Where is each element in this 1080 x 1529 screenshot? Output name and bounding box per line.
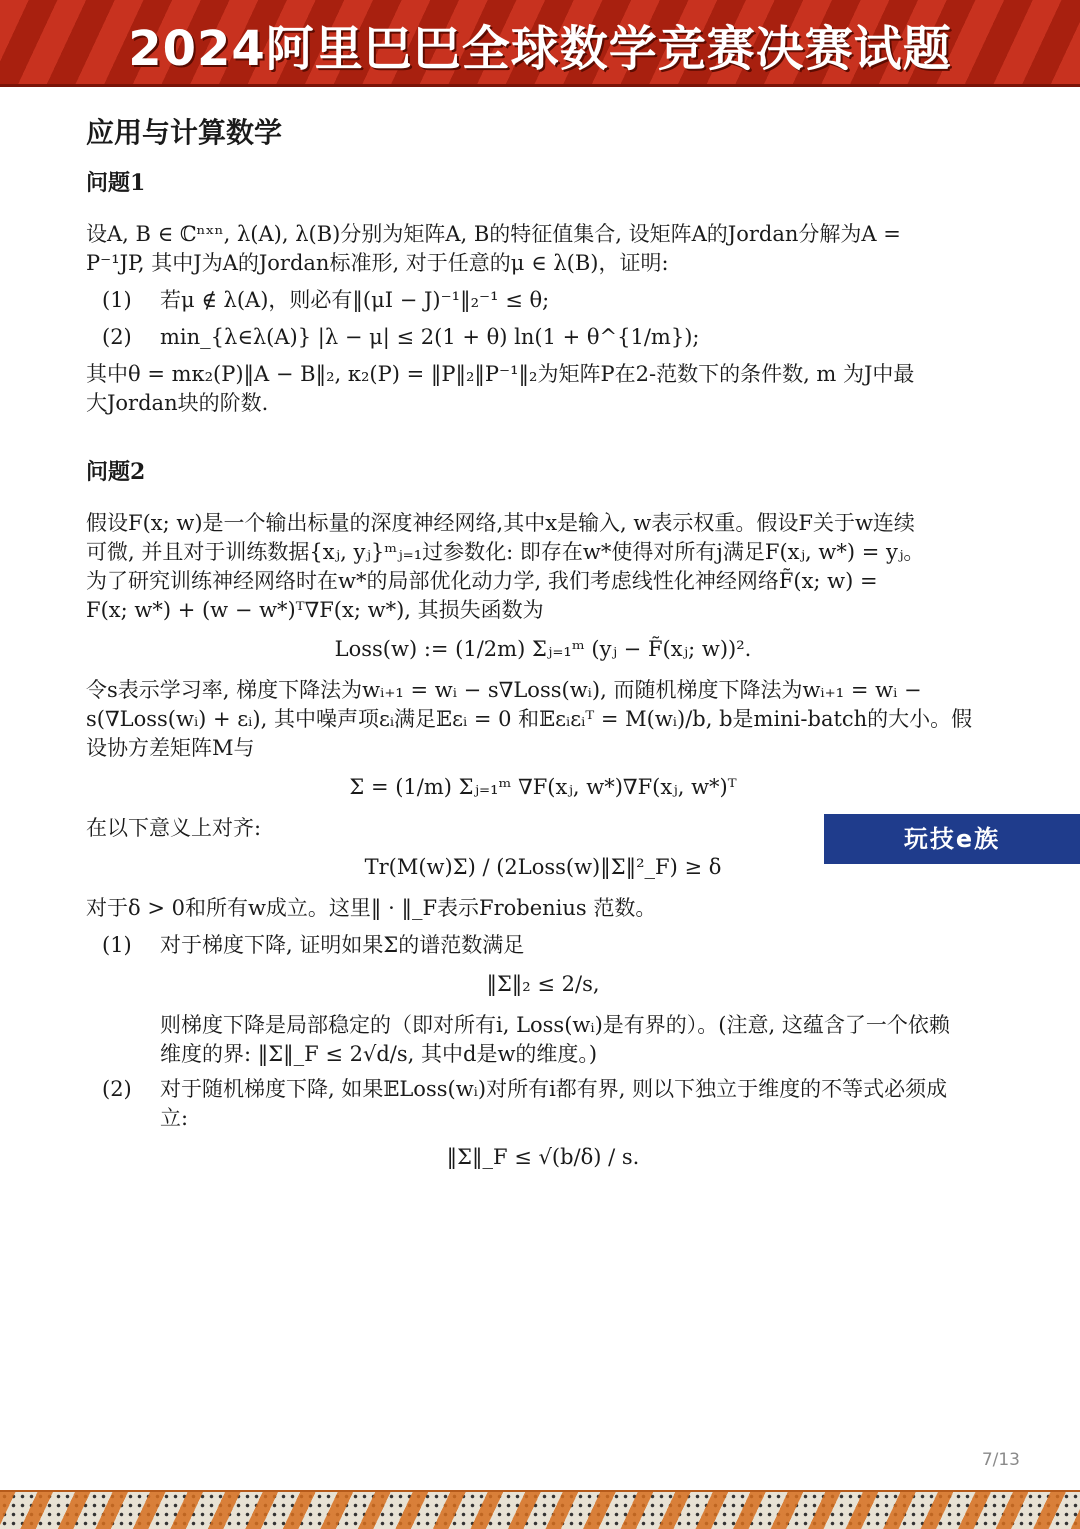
problem1-item1-number: (1) <box>102 288 132 312</box>
problem2-sgd-line2: s(∇Loss(wᵢ) + εᵢ), 其中噪声项εᵢ满足𝔼εᵢ = 0 和𝔼εᵢεᵢᵀ = M(wᵢ)/b, b是mini-batch的大小。假 <box>86 707 973 731</box>
problem2-title: 问题2 <box>86 459 146 485</box>
loss-formula: Loss(w) := (1/2m) Σⱼ₌₁ᵐ (yⱼ − F̃(xⱼ; w))². <box>334 637 752 661</box>
spectral-norm-formula: ‖Σ‖₂ ≤ 2/s, <box>486 972 600 996</box>
problem2-item2-text-line2: 立: <box>160 1106 189 1130</box>
problem1-note-line1: 其中θ = mκ₂(P)‖A − B‖₂, κ₂(P) = ‖P‖₂‖P⁻¹‖₂为矩阵P在2-范数下的条件数, m 为J中最 <box>86 362 915 386</box>
problem2-intro-line3: 为了研究训练神经网络时在w*的局部优化动力学, 我们考虑线性化神经网络F̃(x; w) = <box>86 569 878 593</box>
problem1-intro-line1: 设A, B ∈ ℂⁿˣⁿ, λ(A), λ(B)分别为矩阵A, B的特征值集合, 设矩阵A的Jordan分解为A = <box>86 222 901 246</box>
frobenius-formula: ‖Σ‖_F ≤ √(b/δ) / s. <box>446 1145 640 1169</box>
section-title: 应用与计算数学 <box>86 116 283 149</box>
problem2-item1-number: (1) <box>102 933 132 957</box>
problem1-item1 <box>102 286 1000 315</box>
problem1-item1-text: 若μ ∉ λ(A)，则必有‖(μI − J)⁻¹‖₂⁻¹ ≤ θ; <box>160 288 550 312</box>
problem2-sgd-line3: 设协方差矩阵M与 <box>86 736 255 760</box>
problem2-item1-text: 对于梯度下降, 证明如果Σ的谱范数满足 <box>160 933 525 957</box>
problem2-align-text: 在以下意义上对齐: <box>86 816 262 840</box>
align-formula: Tr(M(w)Σ) / (2Loss(w)‖Σ‖²_F) ≥ δ <box>364 855 722 879</box>
sigma-formula: Σ = (1/m) Σⱼ₌₁ᵐ ∇F(xⱼ, w*)∇F(xⱼ, w*)ᵀ <box>349 775 737 799</box>
problem2-item2 <box>102 1075 1000 1133</box>
problem2-intro-line4: F(x; w*) + (w − w*)ᵀ∇F(x; w*), 其损失函数为 <box>86 598 544 622</box>
problem2-item2-number: (2) <box>102 1077 132 1101</box>
problem2-item1-after <box>102 1011 1000 1069</box>
banner-title: 2024阿里巴巴全球数学竞赛决赛试题 <box>128 21 952 77</box>
header-banner <box>0 0 1080 87</box>
problem1-item2-number: (2) <box>102 325 132 349</box>
document-content <box>86 118 1000 1184</box>
problem1-note-line2: 大Jordan块的阶数. <box>86 391 269 415</box>
page-number: 7/13 <box>981 1450 1020 1470</box>
problem1-item2-text: min_{λ∈λ(A)} |λ − μ| ≤ 2(1 + θ) ln(1 + θ^{1/m}); <box>160 325 700 349</box>
problem2-holds-text: 对于δ > 0和所有w成立。这里‖ · ‖_F表示Frobenius 范数。 <box>86 896 657 920</box>
problem2-item2-text-line1: 对于随机梯度下降, 如果𝔼Loss(wᵢ)对所有i都有界, 则以下独立于维度的不等式必须成 <box>160 1077 948 1101</box>
footer-pattern <box>0 1490 1080 1529</box>
problem1-intro-line2: P⁻¹JP, 其中J为A的Jordan标准形, 对于任意的μ ∈ λ(B)，证明: <box>86 251 669 275</box>
problem2-intro-line1: 假设F(x; w)是一个输出标量的深度神经网络,其中x是输入, w表示权重。假设F关于w连续 <box>86 511 915 535</box>
problem2-sgd-line1: 令s表示学习率, 梯度下降法为wᵢ₊₁ = wᵢ − s∇Loss(wᵢ), 而随机梯度下降法为wᵢ₊₁ = wᵢ − <box>86 678 922 702</box>
problem2-intro-line2: 可微, 并且对于训练数据{xⱼ, yⱼ}ᵐⱼ₌₁过参数化: 即存在w*使得对所有j满足F(xⱼ, w*) = yⱼ。 <box>86 540 925 564</box>
problem2-item1-after-line2: 维度的界: ‖Σ‖_F ≤ 2√d/s, 其中d是w的维度。) <box>160 1042 598 1066</box>
problem2-item1 <box>102 931 1000 960</box>
problem2-item1-after-line1: 则梯度下降是局部稳定的（即对所有i, Loss(wᵢ)是有界的）。(注意, 这蕴含了一个依赖 <box>160 1013 950 1037</box>
problem1-item2 <box>102 323 1000 352</box>
watermark-logo: 玩技e族 <box>824 814 1080 864</box>
problem1-title: 问题1 <box>86 170 146 196</box>
